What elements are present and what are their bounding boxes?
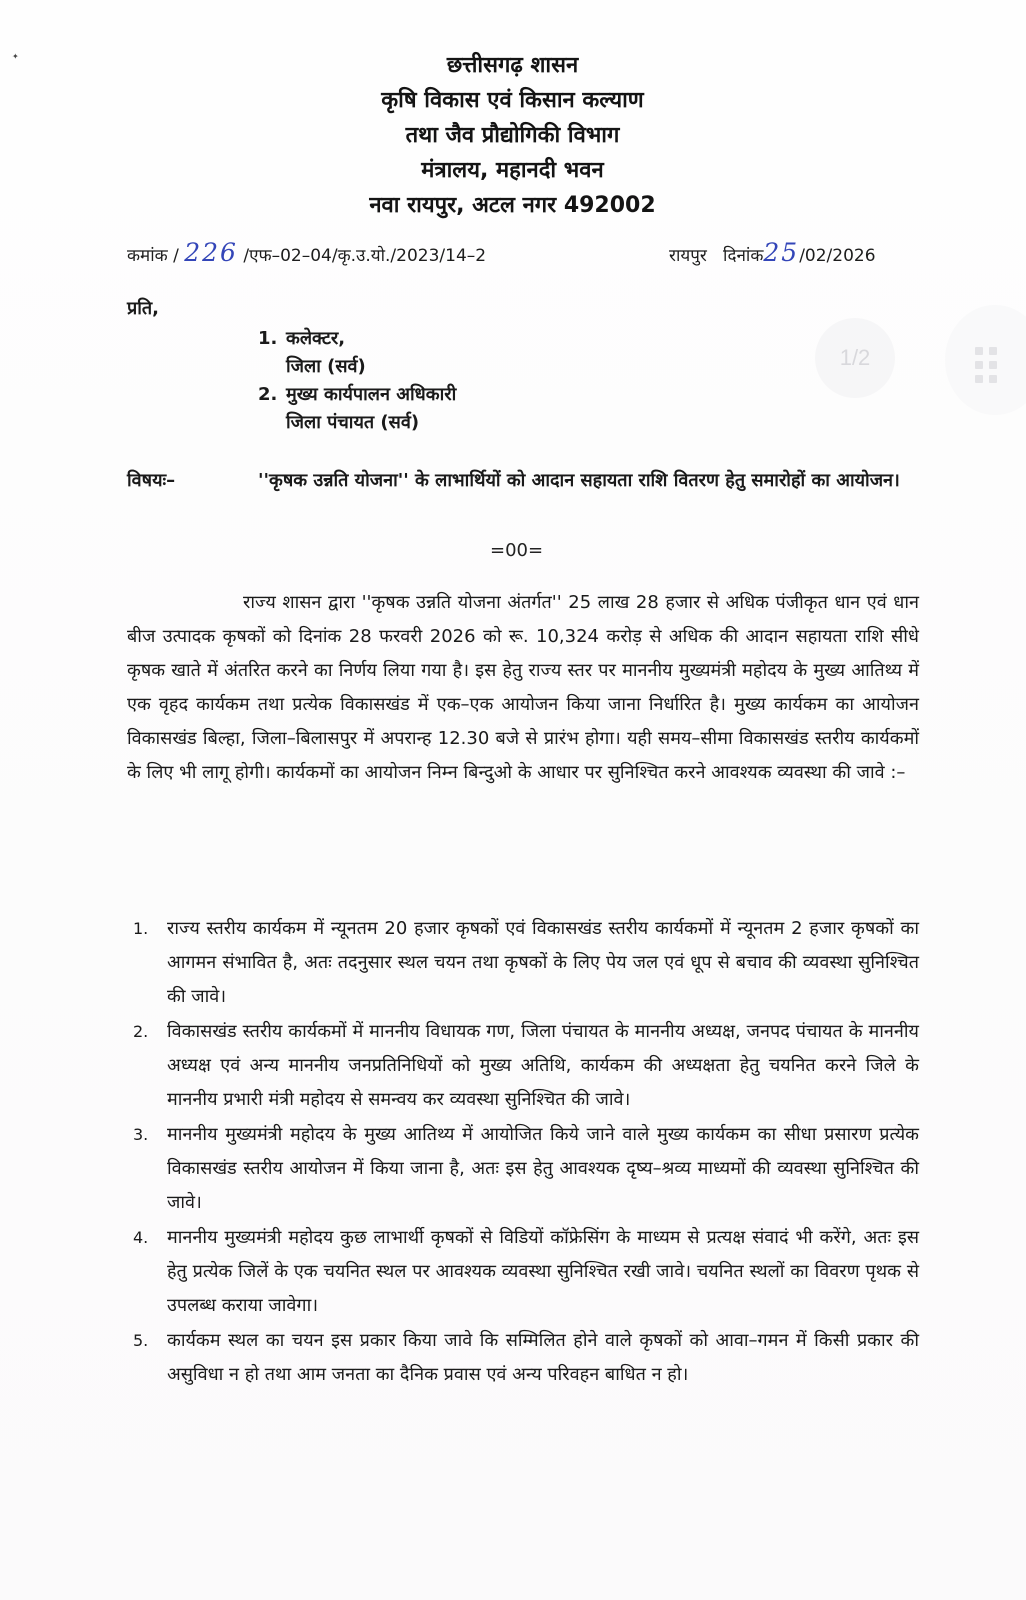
- instruction-text: विकासखंड स्तरीय कार्यकमों में माननीय विधायक गण, जिला पंचायत के माननीय अध्यक्ष, जनपद पंचायत के माननीय अध्यक्ष एवं अन्य माननीय जनप्रतिनिधियों को मुख्य अतिथि, कार्यकम की अध्यक्षता हेतु चयनित करने जिले के माननीय प्रभारी मंत्री महोदय से समन्वय कर व्यवस्था सुनिश्चित की जावे।: [167, 1021, 919, 1110]
- viewer-menu-button[interactable]: [945, 305, 1026, 415]
- recipient-title: कलेक्टर,: [286, 328, 346, 349]
- reference-place-date: [669, 238, 876, 267]
- reference-prefix: कमांक /: [127, 246, 179, 266]
- reference-suffix: /एफ–02–04/कृ.उ.यो./2023/14–2: [243, 246, 487, 266]
- reference-number-handwritten: 226: [184, 238, 238, 267]
- instruction-number: 5.: [133, 1331, 149, 1350]
- reference-line: [127, 238, 957, 267]
- instruction-text: राज्य स्तरीय कार्यकम में न्यूनतम 20 हजार कृषकों एवं विकासखंड स्तरीय कार्यकमों में न्यूनतम 2 हजार कृषकों का आगमन संभावित है, अतः तदनुसार स्थल चयन तथा कृषकों के लिए पेय जल एवं धूप से बचाव की व्यवस्था सुनिश्चित की जावे।: [167, 918, 919, 1007]
- body-paragraph: राज्य शासन द्वारा ''कृषक उन्नति योजना अंतर्गत'' 25 लाख 28 हजार से अधिक पंजीकृत धान एवं धान बीज उत्पादक कृषकों को दिनांक 28 फरवरी 2026 को रू. 10,324 करोड़ से अधिक की आदान सहायता राशि सीधे कृषक खाते में अंतरित करने का निर्णय लिया गया है। इस हेतु राज्य स्तर पर माननीय मुख्यमंत्री महोदय के मुख्य आतिथ्य में एक वृहद कार्यकम तथा प्रत्येक विकासखंड में एक–एक आयोजन किया जाना निर्धारित है। मुख्य कार्यकम का आयोजन विकासखंड बिल्हा, जिला–बिलासपुर में अपरान्ह 12.30 बजे से प्रारंभ होगा। यही समय–सीमा विकासखंड स्तरीय कार्यकमों के लिए भी लागू होगी। कार्यकमों का आयोजन निम्न बिन्दुओ के आधार पर सुनिश्चित करने आवश्यक व्यवस्था की जावे :–: [127, 592, 919, 783]
- recipient-scope: जिला पंचायत (सर्व): [286, 412, 420, 433]
- recipient-number: 2.: [258, 384, 278, 405]
- recipient-item: [258, 381, 456, 409]
- letterhead-line-building: मंत्रालय, महानदी भवन: [421, 158, 604, 183]
- letterhead-line-department-2: तथा जैव प्रौद्योगिकी विभाग: [405, 123, 620, 148]
- subject-label: विषयः–: [127, 470, 176, 491]
- page-indicator[interactable]: 1/2: [815, 318, 895, 398]
- separator: =00=: [490, 540, 544, 561]
- letterhead-line-address: नवा रायपुर, अटल नगर 492002: [369, 193, 656, 218]
- subject-text: ''कृषक उन्नति योजना'' के लाभार्थियों को आदान सहायता राशि वितरण हेतु समारोहों का आयोजन।: [258, 470, 900, 491]
- grid-menu-icon: [975, 347, 997, 383]
- recipient-number: 1.: [258, 328, 278, 349]
- recipients-label: प्रति,: [127, 298, 160, 319]
- instruction-number: 2.: [133, 1022, 149, 1041]
- instruction-item: [127, 912, 919, 1014]
- instruction-number: 4.: [133, 1228, 149, 1247]
- letterhead-line-government: छत्तीसगढ़ शासन: [446, 53, 579, 78]
- reference-city: रायपुर: [669, 246, 707, 266]
- recipient-item: [258, 325, 456, 353]
- instruction-number: 3.: [133, 1125, 149, 1144]
- recipient-title: मुख्य कार्यपालन अधिकारी: [286, 384, 457, 405]
- reference-date-label: दिनांक: [723, 246, 764, 266]
- recipient-scope: जिला (सर्व): [286, 356, 366, 377]
- letterhead-line-department: कृषि विकास एवं किसान कल्याण: [381, 88, 644, 113]
- reference-date-day-handwritten: 25: [763, 238, 800, 267]
- instruction-item: [127, 1015, 919, 1117]
- reference-date-rest: /02/2026: [799, 246, 876, 266]
- instructions-list: [127, 912, 919, 1393]
- instruction-text: माननीय मुख्यमंत्री महोदय कुछ लाभार्थी कृषकों से विडियों कॉफ्रेसिंग के माध्यम से प्रत्यक्ष संवादं भी करेंगे, अतः इस हेतु प्रत्येक जिलें के एक चयनित स्थल पर आवश्यक व्यवस्था सुनिश्चित रखी जावे। चयनित स्थलों का विवरण पृथक से उपलब्ध कराया जावेगा।: [167, 1227, 919, 1316]
- instruction-number: 1.: [133, 919, 149, 938]
- scan-mark: ✦: [12, 52, 19, 61]
- instruction-text: माननीय मुख्यमंत्री महोदय के मुख्य आतिथ्य में आयोजित किये जाने वाले मुख्य कार्यकम का सीधा प्रसारण प्रत्येक विकासखंड स्तरीय आयोजन में किया जाना है, अतः इस हेतु आवश्यक दृष्य–श्रव्य माध्यमों की व्यवस्था सुनिश्चित की जावे।: [167, 1124, 919, 1213]
- instruction-text: कार्यकम स्थल का चयन इस प्रकार किया जावे कि सम्मिलित होने वाले कृषकों को आवा–गमन में किसी प्रकार की असुविधा न हो तथा आम जनता का दैनिक प्रवास एवं अन्य परिवहन बाधित न हो।: [167, 1330, 919, 1385]
- instruction-item: [127, 1221, 919, 1323]
- instruction-item: [127, 1324, 919, 1392]
- letterhead: [300, 48, 725, 223]
- recipients-list: [258, 325, 456, 437]
- instruction-item: [127, 1118, 919, 1220]
